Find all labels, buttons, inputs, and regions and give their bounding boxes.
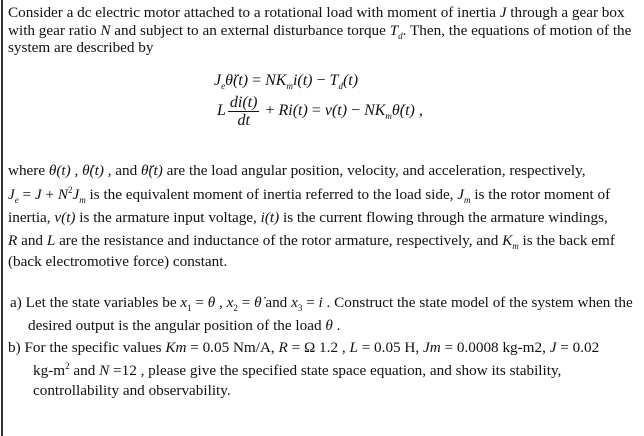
text-segment: with gear ratio <box>8 22 101 39</box>
text-segment: v(t) <box>324 102 348 119</box>
text-segment: J <box>8 186 15 203</box>
text-segment: L <box>349 339 358 356</box>
equation-2 <box>217 93 423 129</box>
text-segment: + <box>261 102 279 119</box>
text-segment: 3 <box>297 303 303 314</box>
text-segment: e <box>14 195 19 206</box>
text-segment: are the load angular position, velocity, and acceleration, respectively, <box>162 162 586 179</box>
eq2-denominator: dt <box>237 111 250 129</box>
text-segment: Ri(t) <box>278 102 308 119</box>
question-a-line-1 <box>10 294 633 312</box>
text-segment: Km <box>165 339 187 356</box>
text-segment: , and <box>103 162 142 179</box>
text-segment: 2 <box>65 360 70 371</box>
left-border <box>1 0 3 436</box>
text-segment: where <box>8 162 49 179</box>
eq2-lhs: L <box>217 102 226 119</box>
text-segment: d <box>338 81 343 92</box>
text-segment: is the current flowing through the armature windings, <box>279 209 608 226</box>
text-segment: = 0.0008 kg-m2, <box>440 339 550 356</box>
text-segment: = 0.02 <box>556 339 600 356</box>
text-segment: and <box>261 294 292 311</box>
text-segment: and <box>17 232 47 249</box>
text-segment: i <box>318 294 323 311</box>
text-segment: NK <box>265 72 287 89</box>
text-segment: J <box>72 186 80 203</box>
text-segment: is the rotor moment of <box>470 186 611 203</box>
text-segment: x <box>180 294 188 311</box>
text-segment: and <box>69 362 100 379</box>
text-segment: , <box>215 294 227 311</box>
text-segment: J <box>214 72 222 89</box>
question-b-line-1 <box>8 339 599 357</box>
text-segment: inertia, <box>8 209 55 226</box>
text-segment: b) For the specific values <box>8 339 166 356</box>
text-segment: . Construct the state model of the system when the <box>322 294 633 311</box>
text-segment: T <box>389 22 399 39</box>
text-segment: θ̇(t) <box>391 102 415 119</box>
intro-line-3 <box>8 39 154 57</box>
text-segment: is the back emf <box>518 232 615 249</box>
text-segment: J <box>549 339 557 356</box>
text-segment: N <box>99 362 110 379</box>
text-segment: Consider a dc electric motor attached to a rotational load with moment of inertia <box>8 4 500 21</box>
text-segment: kg-m <box>33 362 66 379</box>
text-segment: = <box>307 102 325 119</box>
text-segment: + <box>41 186 58 203</box>
text-segment: is the equivalent moment of inertia referred to the load side, <box>85 186 458 203</box>
eq2-numerator: di(t) <box>229 93 258 111</box>
text-segment: R <box>8 232 18 249</box>
intro-line-1 <box>8 4 625 22</box>
text-segment: N <box>57 186 68 203</box>
text-segment: = <box>248 72 266 89</box>
text-segment: θ̈(t) <box>141 162 163 179</box>
text-segment: θ(t) <box>48 162 71 179</box>
text-segment: J <box>457 186 465 203</box>
text-segment: = <box>237 294 255 311</box>
text-segment: 2 <box>67 184 73 195</box>
definition-line-3 <box>8 209 608 227</box>
text-segment: = 0.05 Nm/A, <box>186 339 279 356</box>
text-segment: m <box>79 195 86 206</box>
text-segment: , <box>414 102 423 119</box>
text-segment: θ <box>207 294 216 311</box>
text-segment: . Then, the equations of motion of the <box>402 22 632 39</box>
definition-line-1 <box>8 162 586 180</box>
text-segment: NK <box>364 102 386 119</box>
definition-line-2 <box>8 186 610 204</box>
text-segment: system are described by <box>8 39 154 56</box>
definition-line-5 <box>8 253 227 271</box>
text-segment: θ <box>325 317 333 334</box>
text-segment: Jm <box>423 339 441 356</box>
text-segment: θ̇ <box>254 294 262 311</box>
text-segment: 2 <box>233 303 238 314</box>
text-segment: , <box>70 162 83 179</box>
text-segment: = 0.05 H, <box>357 339 423 356</box>
question-b-line-3 <box>33 382 231 400</box>
text-segment: v(t) <box>54 209 76 226</box>
text-segment: = <box>302 294 319 311</box>
text-segment: (back electromotive force) constant. <box>8 253 228 270</box>
text-segment: J <box>499 4 507 21</box>
text-segment: m <box>512 241 519 252</box>
eq2-fraction <box>228 94 260 129</box>
text-segment: K <box>502 232 513 249</box>
text-segment: 1 <box>187 303 192 314</box>
question-b-line-2 <box>33 362 561 380</box>
text-segment: = <box>191 294 208 311</box>
text-segment: θ̇(t) <box>82 162 104 179</box>
text-segment: − <box>312 72 330 89</box>
equation-1 <box>214 72 358 90</box>
text-segment: x <box>226 294 234 311</box>
text-segment: through a gear box <box>506 4 625 21</box>
question-a-line-2 <box>28 317 340 335</box>
text-segment: e <box>221 81 226 92</box>
text-segment: (t) <box>342 72 359 89</box>
text-segment: i(t) <box>292 72 313 89</box>
text-segment: L <box>46 232 56 249</box>
text-segment: = Ω 1.2 , <box>287 339 350 356</box>
text-segment: m <box>464 195 471 206</box>
text-segment: N <box>100 22 111 39</box>
text-segment: T <box>329 72 339 89</box>
text-segment: = <box>18 186 35 203</box>
text-segment: i(t) <box>260 209 280 226</box>
text-segment: is the armature input voltage, <box>75 209 261 226</box>
text-segment: are the resistance and inductance of the rotor armature, respectively, and <box>55 232 503 249</box>
text-segment: J <box>34 186 42 203</box>
definition-line-4 <box>8 232 615 250</box>
text-segment: − <box>347 102 365 119</box>
text-segment: R <box>278 339 288 356</box>
text-segment: x <box>291 294 298 311</box>
eq2-rest <box>261 102 423 122</box>
text-segment: . <box>332 317 341 334</box>
text-segment: a) Let the state variables be <box>10 294 181 311</box>
text-segment: =12 , please give the specified state space equation, and show its stability, <box>109 362 562 379</box>
text-segment: controllability and observability. <box>33 382 231 399</box>
text-segment: desired output is the angular position of the load <box>28 317 326 334</box>
text-segment: and subject to an external disturbance torque <box>110 22 390 39</box>
text-segment: m <box>286 81 293 92</box>
intro-line-2 <box>8 22 631 40</box>
text-segment: m <box>385 111 392 122</box>
text-segment: d <box>398 31 403 42</box>
text-segment: θ̈(t) <box>225 72 249 89</box>
